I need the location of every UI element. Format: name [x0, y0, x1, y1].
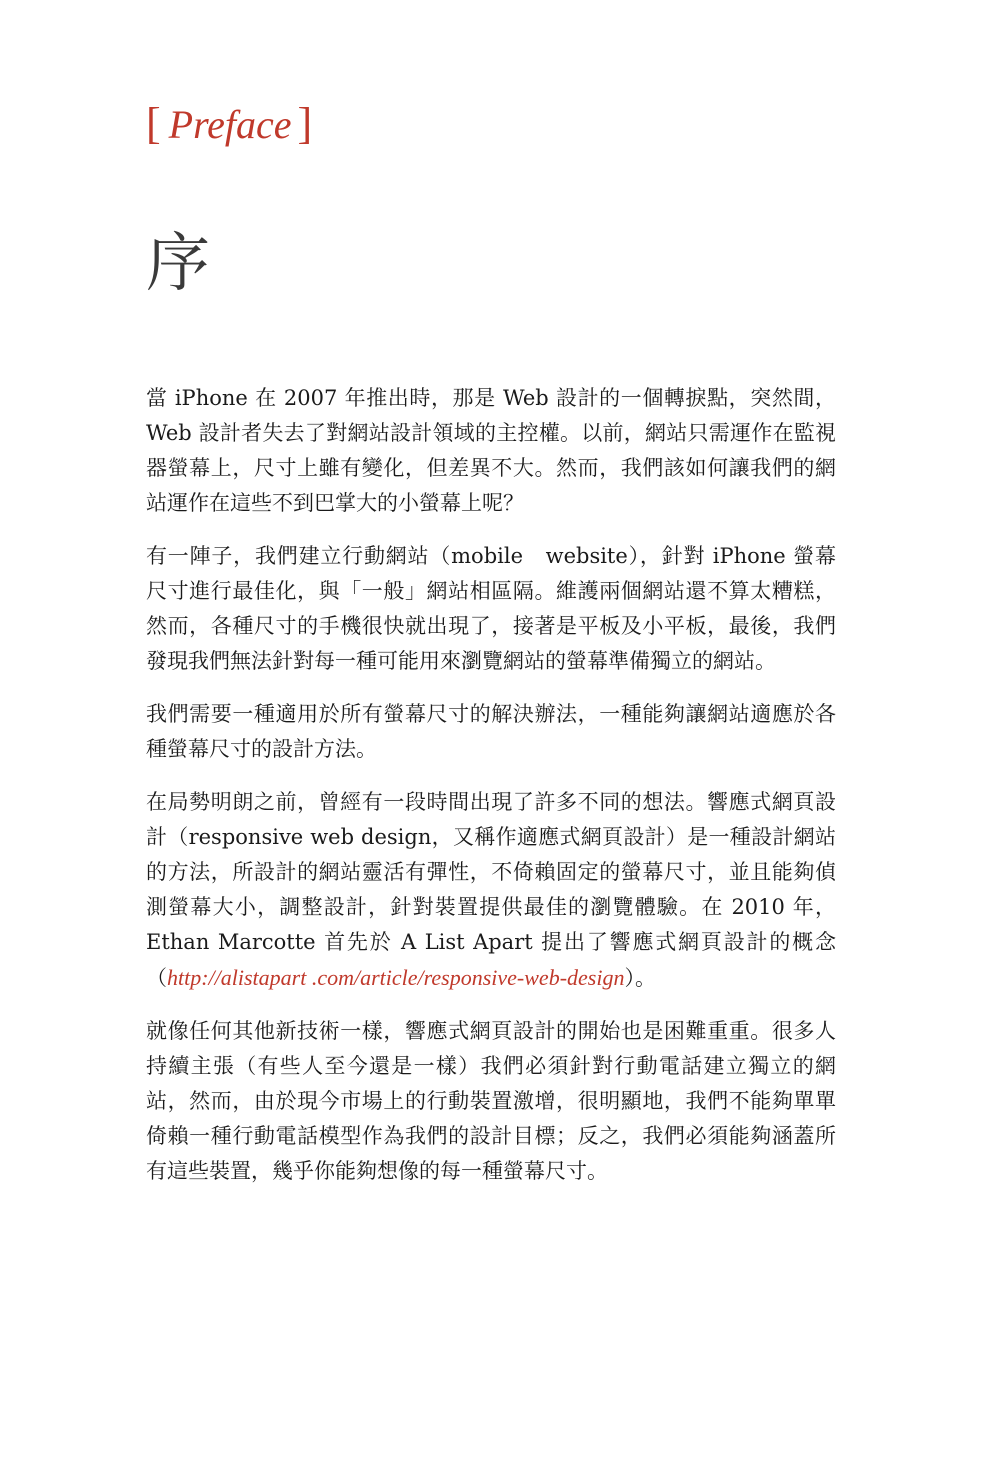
kicker-close-bracket: ] [297, 99, 313, 148]
chapter-title: 序 [146, 227, 210, 301]
kicker-open-bracket: [ [146, 99, 161, 148]
paragraph-4 [146, 785, 836, 996]
paragraph-1: 當 iPhone 在 2007 年推出時，那是 Web 設計的一個轉捩點，突然間，Web 設計者失去了對網站設計領域的主控權。以前，網站只需運作在監視器螢幕上，尺寸上雖有變化，但差異不大。然而，我們該如何讓我們的網站運作在這些不到巴掌大的小螢幕上呢？ [146, 386, 836, 515]
paragraph-4-text-after: ）。 [624, 966, 656, 990]
paragraph-4-text-before: 在局勢明朗之前，曾經有一段時間出現了許多不同的想法。響應式網頁設計（responsive web design，又稱作適應式網頁設計）是一種設計網站的方法，所設計的網站靈活有彈性，不倚賴固定的螢幕尺寸，並且能夠偵測螢幕大小，調整設計，針對裝置提供最佳的瀏覽體驗。在 2010 年，Ethan Marcotte 首先於 A List Apart 提出了響應式網頁設計的概念（ [146, 790, 836, 990]
paragraph-2: 有一陣子，我們建立行動網站（mobile website），針對 iPhone 螢幕尺寸進行最佳化，與「一般」網站相區隔。維護兩個網站還不算太糟糕，然而，各種尺寸的手機很快就出現了，接著是平板及小平板，最後，我們發現我們無法針對每一種可能用來瀏覽網站的螢幕準備獨立的網站。 [146, 544, 836, 673]
kicker-word: Preface [168, 102, 292, 147]
paragraph-3: 我們需要一種適用於所有螢幕尺寸的解決辦法，一種能夠讓網站適應於各種螢幕尺寸的設計方法。 [146, 702, 836, 761]
preface-kicker [146, 94, 312, 155]
body-text [146, 381, 836, 1207]
article-url-link[interactable]: http://alistapart .com/article/responsive-web-design [167, 965, 625, 990]
paragraph-5: 就像任何其他新技術一樣，響應式網頁設計的開始也是困難重重。很多人持續主張（有些人至今還是一樣）我們必須針對行動電話建立獨立的網站，然而，由於現今市場上的行動裝置激增，很明顯地，我們不能夠單單倚賴一種行動電話模型作為我們的設計目標；反之，我們必須能夠涵蓋所有這些裝置，幾乎你能夠想像的每一種螢幕尺寸。 [146, 1019, 836, 1183]
